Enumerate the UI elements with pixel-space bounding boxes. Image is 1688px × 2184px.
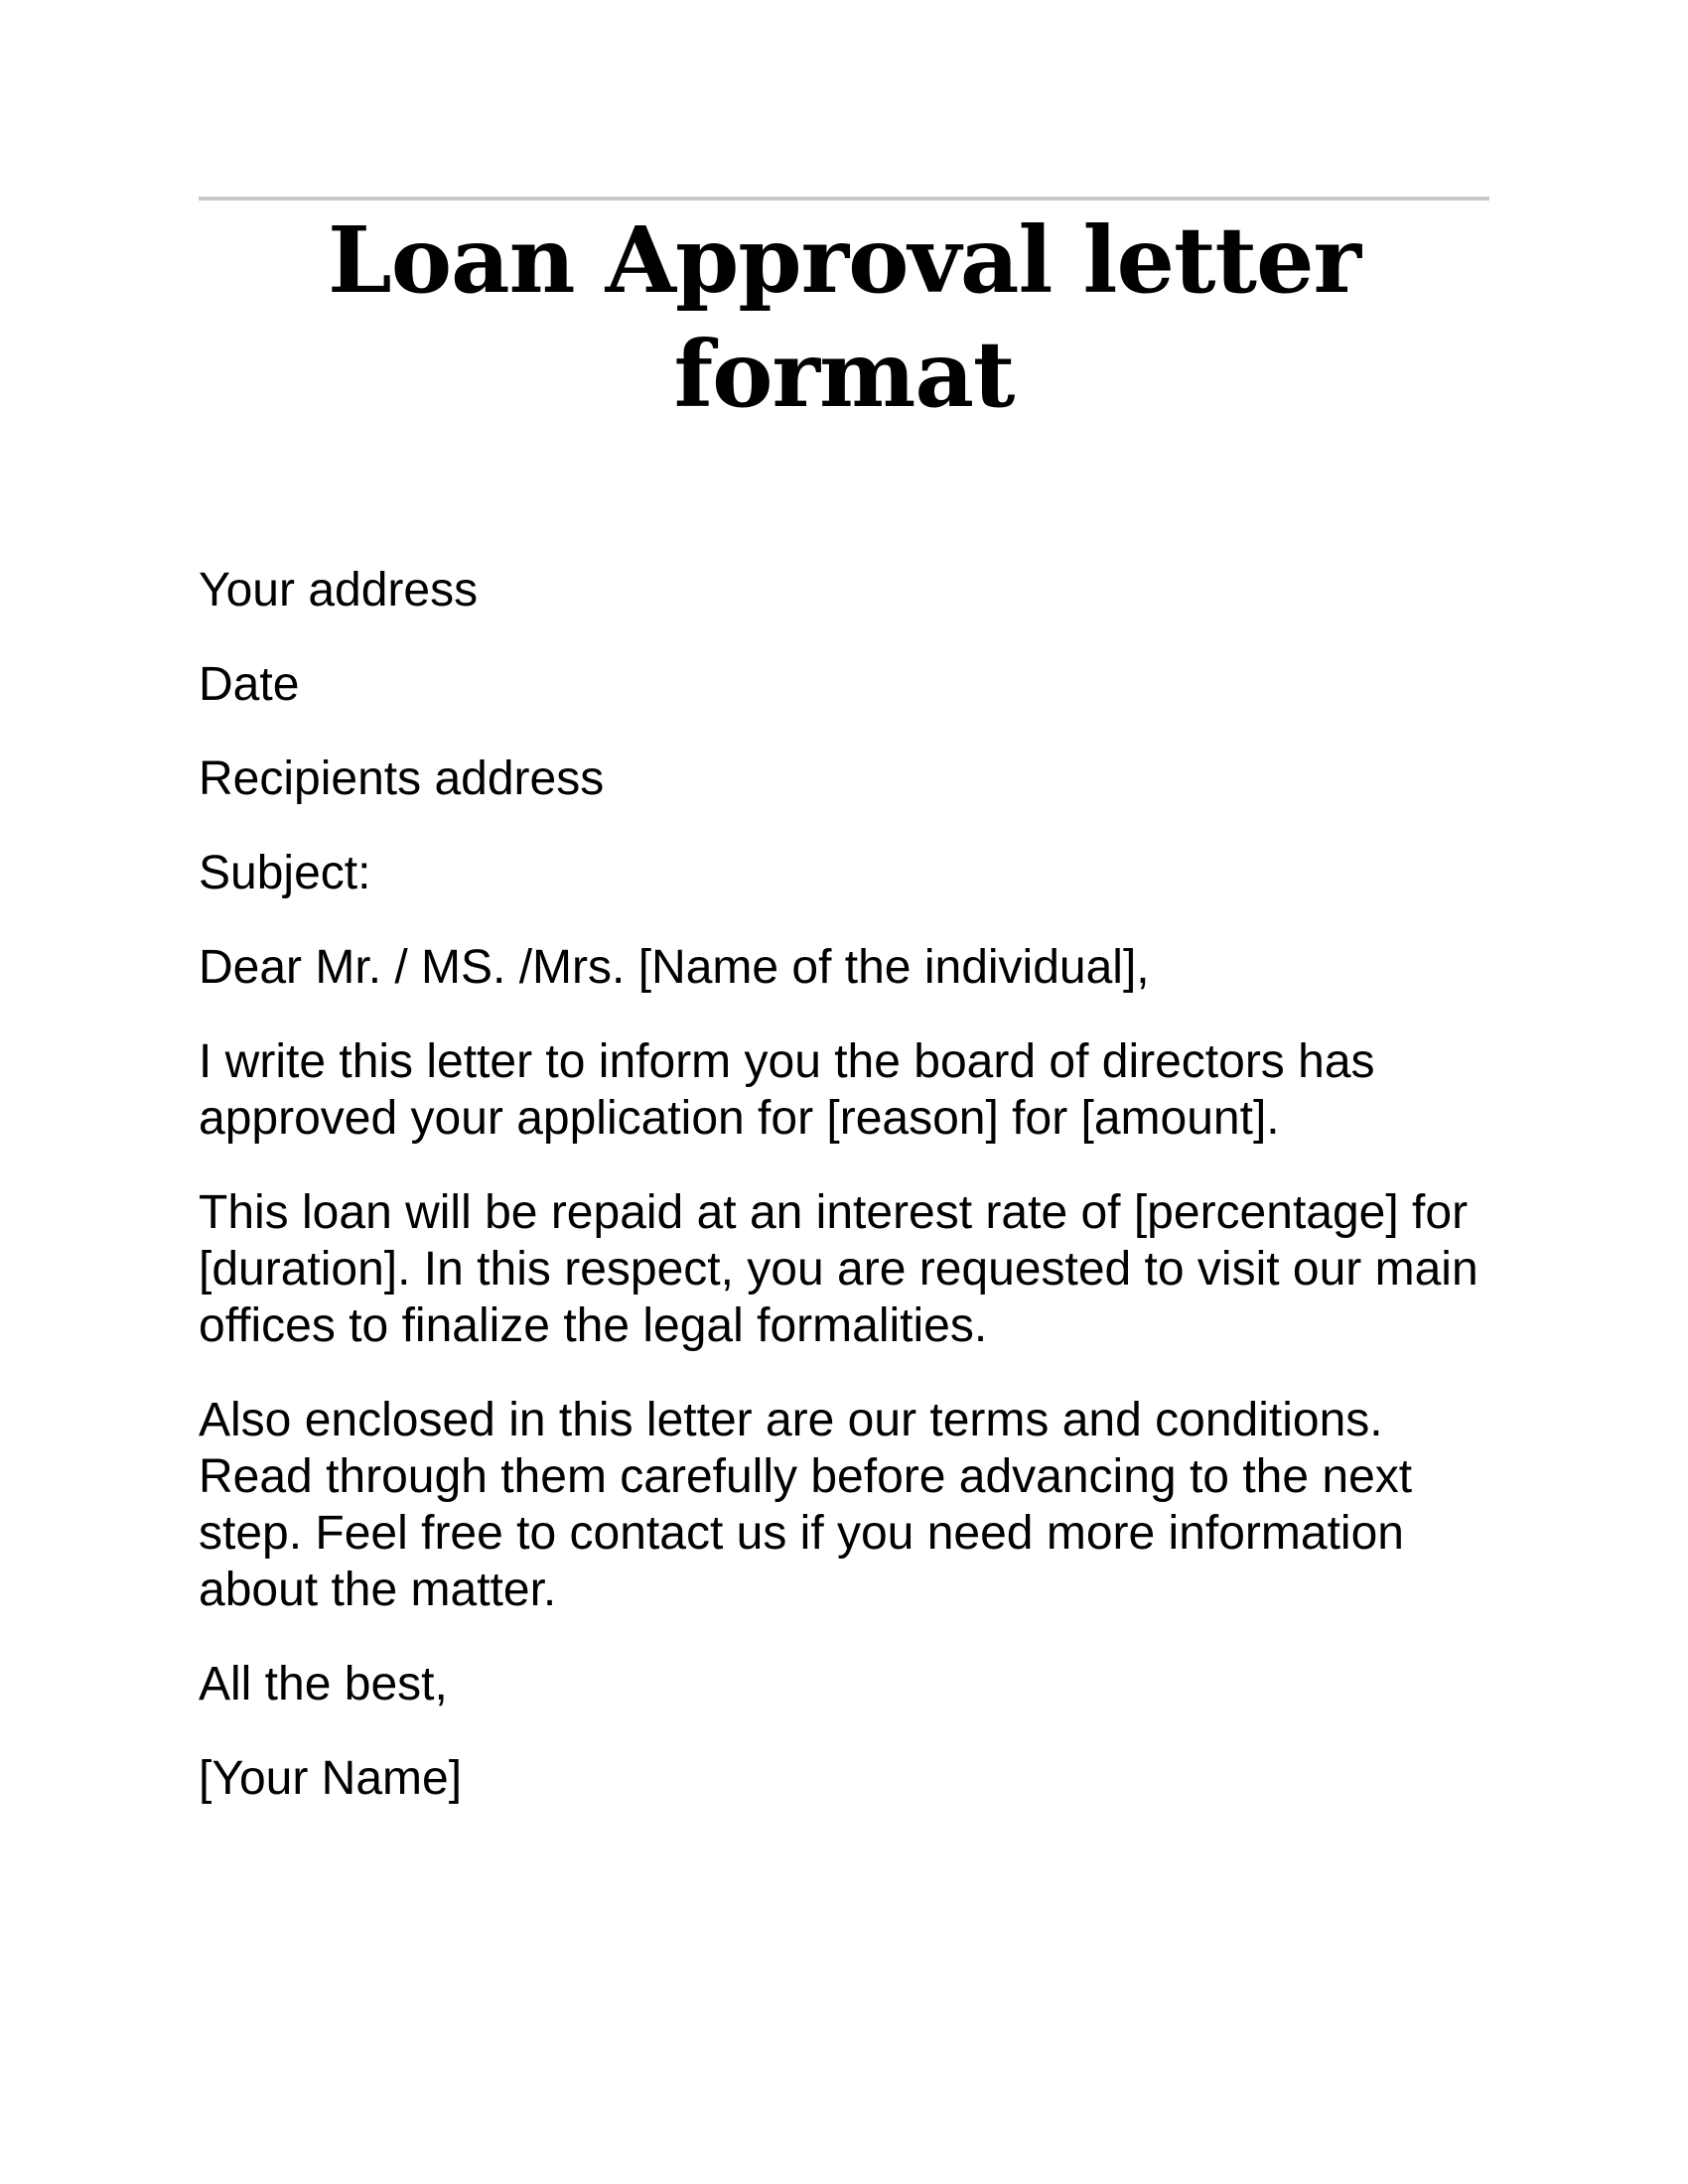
subject-line: Subject: <box>199 847 371 899</box>
body-paragraph-approval: I write this letter to inform you the board of directors has approved your application for [reason] for [amount]. <box>199 1035 1375 1145</box>
body-paragraph-repayment: This loan will be repaid at an interest rate of [percentage] for [duration]. In this respect, you are requested to visit our main offices to finalize the legal formalities. <box>199 1186 1478 1352</box>
sender-address: Your address <box>199 564 479 616</box>
title-divider <box>199 197 1489 201</box>
letter-date: Date <box>199 658 300 711</box>
letter-body <box>199 562 1499 1844</box>
recipient-address: Recipients address <box>199 752 605 805</box>
page-title: Loan Approval letter format <box>328 206 1360 428</box>
closing-line: All the best, <box>199 1658 448 1710</box>
signature-name: [Your Name] <box>199 1752 463 1805</box>
salutation: Dear Mr. / MS. /Mrs. [Name of the individual], <box>199 941 1150 994</box>
body-paragraph-terms: Also enclosed in this letter are our terms and conditions. Read through them carefully before advancing to the next step. Feel free to contact us if you need more information about the matter. <box>199 1394 1413 1616</box>
